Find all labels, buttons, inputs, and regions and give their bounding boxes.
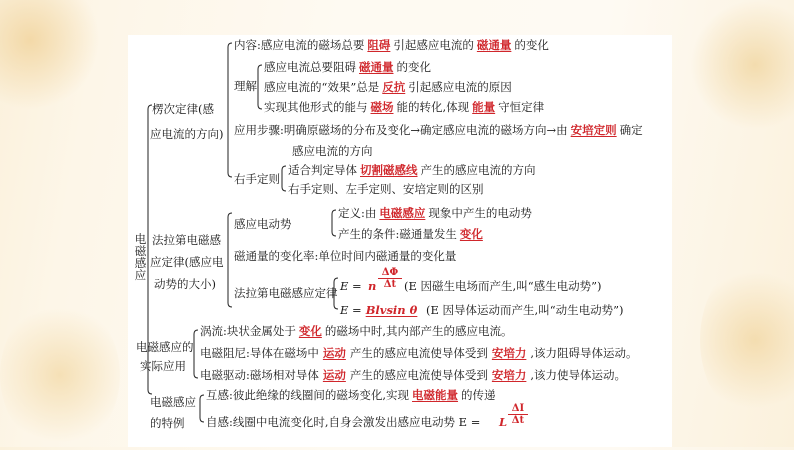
flux-rate: 磁通量的变化率:单位时间内磁通量的变化量 (234, 249, 457, 263)
right-hand-item-2: 右手定则、左手定则、安培定则的区别 (288, 182, 484, 196)
text: 电磁阻尼:导体在磁场中 (200, 346, 319, 360)
lenz-title-2 (150, 127, 224, 142)
text: 感应电流的“效果”总是 (264, 80, 380, 94)
application-steps-line2: 感应电流的方向 (292, 144, 373, 158)
text: 能的转化,体现 (396, 100, 470, 114)
equation-1-note: (E 因磁生电场而产生,叫“感生电动势”) (404, 279, 602, 293)
background-blob (0, 0, 100, 110)
answer-blank: 磁通量 (359, 60, 394, 74)
special-title-2: 的特例 (150, 416, 185, 430)
text: 引起感应电流的原因 (408, 80, 512, 94)
answer-blank: 安培力 (491, 346, 527, 360)
lenz-title (152, 102, 214, 117)
self-numerator: ΔI (511, 403, 525, 414)
text: 的传递 (461, 388, 496, 402)
faraday-title-1: 法拉第电磁感 (152, 233, 221, 247)
eq-lhs: E = (340, 303, 362, 317)
text: 定义:由 (338, 206, 377, 220)
faraday-title-3: 动势的大小) (154, 277, 216, 291)
self-fraction (508, 403, 528, 426)
understand-item-3 (264, 100, 544, 115)
text: 适合判定导体 (288, 163, 357, 177)
answer-blank: 能量 (472, 100, 496, 114)
text: 产生的感应电流的方向 (420, 163, 536, 177)
answer-blank: 安培力 (491, 368, 527, 382)
eq-lhs: E = (340, 279, 362, 293)
text: 产生的条件:磁通量发生 (338, 227, 457, 241)
text: 互感:彼此绝缘的线圈间的磁场变化,实现 (206, 388, 410, 402)
faraday-title-2: 应定律(感应电 (150, 255, 224, 269)
application-steps (234, 123, 643, 138)
equation-2-note: (E 因导体运动而产生,叫“动生电动势”) (426, 303, 624, 317)
eddy-current (200, 324, 513, 339)
text: 的磁场中时,其内部产生的感应电流。 (324, 324, 513, 338)
concept-map-card (128, 35, 672, 447)
text: 应用步骤:明确原磁场的分布及变化→确定感应电流的磁场方向→由 (234, 123, 568, 137)
answer-blank: 磁场 (370, 100, 394, 114)
text: 电磁驱动:磁场相对导体 (200, 368, 319, 382)
text: 产生的感应电流使导体受到 (349, 346, 488, 360)
text: ,该力使导体运动。 (530, 368, 627, 382)
emf-condition (338, 227, 486, 242)
emf-label: 感应电动势 (234, 217, 292, 231)
background-blob (690, 0, 794, 130)
text: 感应电流总要阻碍 (264, 60, 356, 74)
answer-blank: 安培定则 (570, 123, 617, 137)
text: 产生的感应电流使导体受到 (349, 368, 488, 382)
lenz-title-line2: 应电流的方向) (150, 127, 224, 141)
answer-blank: 运动 (322, 346, 346, 360)
applications-title-2: 实际应用 (140, 359, 186, 373)
eq1-fraction (378, 267, 402, 290)
right-hand-item-1 (288, 163, 536, 178)
special-title-1: 电磁感应 (150, 395, 196, 409)
self-induction (206, 415, 480, 430)
answer-blank: 运动 (322, 368, 346, 382)
text: 实现其他形式的能与 (264, 100, 368, 114)
answer-blank: 电磁能量 (412, 388, 459, 402)
lenz-content (234, 38, 549, 53)
emf-definition (338, 206, 532, 221)
understand-label: 理解 (234, 79, 257, 93)
content-label: 内容:感应电流的磁场总要 (234, 38, 365, 52)
equation-1 (340, 279, 362, 294)
text: ,该力阻碍导体运动。 (530, 346, 638, 360)
eq1-denominator: Δt (378, 278, 402, 290)
answer-blank: 反抗 (382, 80, 406, 94)
electromagnetic-drive (200, 368, 626, 383)
content-text: 引起感应电流的 (393, 38, 474, 52)
faraday-law-label: 法拉第电磁感应定律 (234, 286, 338, 300)
text: 涡流:块状金属处于 (200, 324, 296, 338)
self-l: L (499, 415, 508, 429)
text: 现象中产生的电动势 (428, 206, 532, 220)
eq1-n: n (368, 279, 377, 293)
answer-blank: 变化 (459, 227, 483, 241)
answer-blank: Blvsin θ (365, 303, 418, 317)
right-hand-rule-label: 右手定则 (234, 172, 280, 186)
background-blob (0, 300, 120, 450)
text: 的变化 (396, 60, 431, 74)
answer-blank: 电磁感应 (379, 206, 426, 220)
answer-blank: 阻碍 (367, 38, 391, 52)
understand-item-1 (264, 60, 431, 75)
text: 自感:线圈中电流变化时,自身会激发出感应电动势 E = (206, 415, 481, 429)
text: 确定 (619, 123, 643, 137)
self-denominator: Δt (508, 414, 528, 426)
answer-blank: 变化 (298, 324, 322, 338)
lenz-title-line1: 楞次定律(感 (152, 102, 214, 116)
equation-2 (340, 303, 417, 318)
background-blob (700, 260, 794, 420)
mutual-induction (206, 388, 496, 403)
root-title: 电磁感应 (134, 232, 147, 282)
applications-title-1: 电磁感应的 (136, 340, 194, 354)
content-text: 的变化 (514, 38, 549, 52)
answer-blank: 磁通量 (476, 38, 512, 52)
text: 守恒定律 (498, 100, 545, 114)
understand-item-2 (264, 80, 512, 95)
answer-blank: 切割磁感线 (360, 163, 418, 177)
eq1-numerator: ΔΦ (381, 267, 399, 278)
electromagnetic-damping (200, 346, 638, 361)
